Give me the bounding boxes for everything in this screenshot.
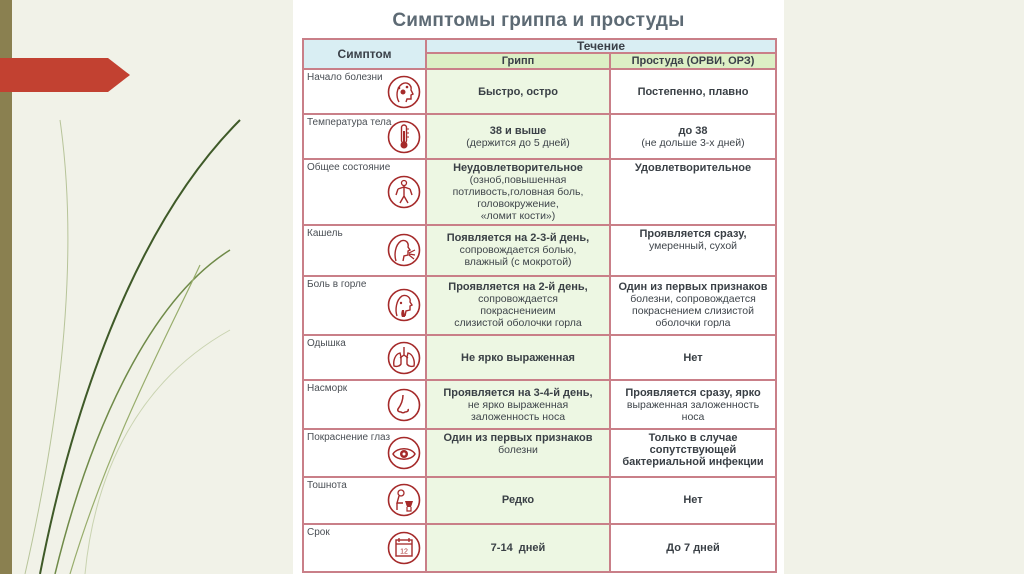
calendar-day: 12 <box>400 548 408 556</box>
cold-cell <box>610 477 776 523</box>
table-row <box>303 225 776 275</box>
cold-line: До 7 дней <box>666 541 720 554</box>
thermometer-icon <box>387 120 421 154</box>
symptom-label: Кашель <box>307 228 343 240</box>
cold-line: Постепенно, плавно <box>637 85 749 98</box>
cold-cell <box>610 380 776 428</box>
cold-cell <box>610 429 776 477</box>
virus-head-icon <box>387 75 421 109</box>
flu-cell <box>426 276 610 335</box>
cold-line: Удовлетворительное <box>634 161 752 174</box>
flu-cell <box>426 225 610 275</box>
flu-cell <box>426 524 610 572</box>
slide <box>293 0 784 574</box>
cold-line: покраснением слизистой <box>632 305 754 318</box>
symptom-cell <box>303 335 426 380</box>
symptom-label: Насморк <box>307 383 348 395</box>
header-course: Течение <box>426 39 776 53</box>
flu-line: головокружение, <box>477 197 559 210</box>
flu-line: покраснениеим <box>480 305 556 318</box>
cold-cell <box>610 159 776 226</box>
cold-line: оболочки горла <box>655 317 731 330</box>
table-row <box>303 276 776 335</box>
flu-line: Не ярко выраженная <box>461 351 575 364</box>
flu-cell <box>426 429 610 477</box>
symptom-label: Температура тела <box>307 117 392 129</box>
flu-line: не ярко выраженная <box>467 398 569 411</box>
table-row <box>303 429 776 477</box>
symptom-label: Покраснение глаз <box>307 431 391 443</box>
symptom-label: Общее состояние <box>307 161 391 173</box>
symptom-cell <box>303 69 426 114</box>
cold-cell <box>610 225 776 275</box>
table-row <box>303 114 776 158</box>
cold-line: умеренный, сухой <box>648 240 738 253</box>
header-symptom: Симптом <box>303 39 426 69</box>
cold-cell <box>610 276 776 335</box>
flu-line: Проявляется на 2-й день, <box>448 281 588 294</box>
cough-icon <box>387 233 421 267</box>
flu-line: болезни <box>498 443 538 456</box>
flu-line: слизистой оболочки горла <box>454 317 582 330</box>
cold-line: сопутствующей <box>649 443 737 456</box>
flu-line: сопровождается болью, <box>459 244 577 257</box>
cold-cell <box>610 114 776 158</box>
flu-line: сопровождается <box>478 293 558 306</box>
flu-cell <box>426 114 610 158</box>
header-cold: Простуда (ОРВИ, ОРЗ) <box>610 53 776 69</box>
header-flu: Грипп <box>426 53 610 69</box>
flu-cell <box>426 477 610 523</box>
symptom-label: Боль в горле <box>307 278 367 290</box>
calendar-icon <box>387 531 421 565</box>
flu-line: Редко <box>501 494 535 507</box>
cold-cell <box>610 335 776 380</box>
flu-line: (держится до 5 дней) <box>466 136 570 149</box>
flu-line: 7-14 дней <box>490 541 546 554</box>
cold-line: Проявляется сразу, ярко <box>625 386 761 399</box>
cold-cell <box>610 69 776 114</box>
flu-line: потливость,головная боль, <box>452 185 584 198</box>
cold-line: Нет <box>683 351 703 364</box>
flu-line: Появляется на 2-3-й день, <box>446 232 590 245</box>
flu-cell <box>426 69 610 114</box>
cold-line: Только в случае <box>648 431 738 444</box>
cold-line: носа <box>681 410 705 423</box>
symptom-table <box>302 38 777 573</box>
flu-cell <box>426 335 610 380</box>
flu-line: Проявляется на 3-4-й день, <box>443 386 593 399</box>
cold-line: до 38 <box>678 124 708 137</box>
flu-line: Быстро, остро <box>478 85 558 98</box>
flu-line: влажный (с мокротой) <box>464 256 572 269</box>
symptom-cell <box>303 524 426 572</box>
symptom-label: Одышка <box>307 338 346 350</box>
cold-line: выраженная заложенность <box>626 398 760 411</box>
flu-line: (озноб,повышенная <box>469 173 567 186</box>
cold-line: (не дольше 3-х дней) <box>641 136 745 149</box>
cold-cell <box>610 524 776 572</box>
cold-line: болезни, сопровождается <box>630 293 756 306</box>
cold-line: Проявляется сразу, <box>639 228 747 241</box>
table-row <box>303 335 776 380</box>
nose-icon <box>387 388 421 422</box>
flu-line: Один из первых признаков <box>443 431 593 444</box>
table-row <box>303 524 776 572</box>
symptom-cell <box>303 380 426 428</box>
table-row <box>303 477 776 523</box>
flu-line: «ломит кости») <box>480 209 556 222</box>
table-row <box>303 380 776 428</box>
cold-line: Нет <box>683 494 703 507</box>
body-pain-icon <box>387 175 421 209</box>
flu-line: заложенность носа <box>470 410 566 423</box>
table-row <box>303 159 776 226</box>
flu-cell <box>426 380 610 428</box>
page-title: Симптомы гриппа и простуды <box>392 10 685 31</box>
eye-icon <box>387 436 421 470</box>
symptom-cell <box>303 225 426 275</box>
flu-cell <box>426 159 610 226</box>
symptom-cell <box>303 276 426 335</box>
cold-line: Один из первых признаков <box>618 281 768 294</box>
symptom-label: Начало болезни <box>307 72 383 83</box>
symptom-label: Срок <box>307 526 330 538</box>
flu-line: Неудовлетворительное <box>453 161 583 174</box>
cold-line: бактериальной инфекции <box>622 455 764 468</box>
symptom-label: Тошнота <box>307 480 347 492</box>
nausea-icon <box>387 483 421 517</box>
symptom-cell <box>303 429 426 477</box>
table-row <box>303 69 776 114</box>
symptom-cell <box>303 477 426 523</box>
symptom-cell <box>303 114 426 158</box>
flu-line: 38 и выше <box>489 124 547 137</box>
lungs-icon <box>387 341 421 375</box>
symptom-cell <box>303 159 426 226</box>
sore-throat-icon <box>387 288 421 322</box>
